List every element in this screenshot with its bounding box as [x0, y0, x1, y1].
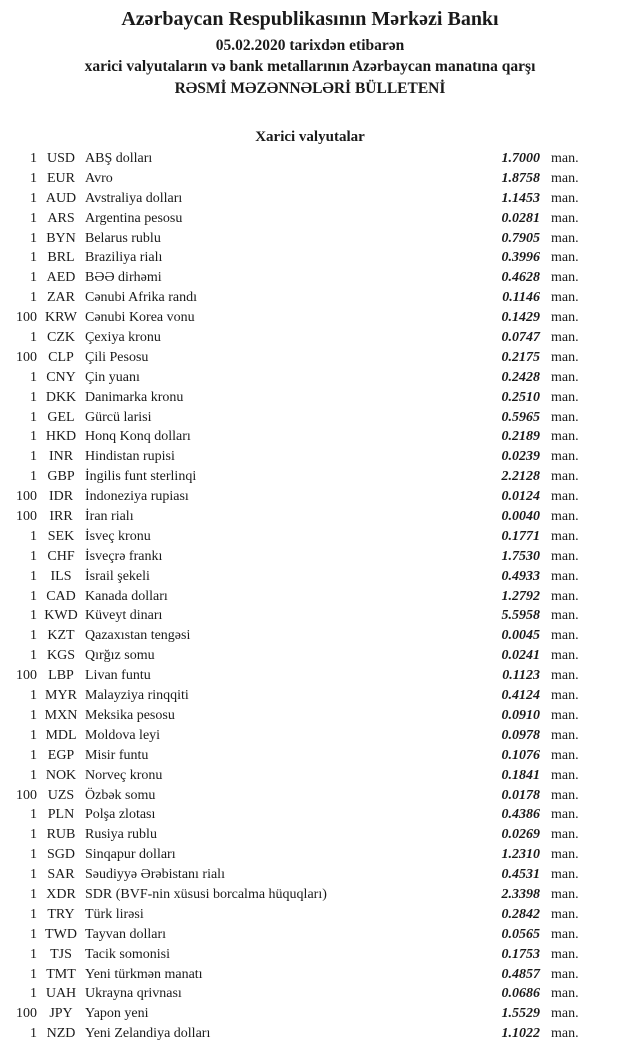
currency-code: MDL — [45, 727, 77, 743]
unit-label: man. — [551, 210, 579, 226]
row-quantity: 100 — [16, 509, 37, 525]
unit-label: man. — [551, 151, 579, 166]
currency-code: UZS — [47, 787, 75, 803]
currency-code: TRY — [47, 906, 75, 922]
exchange-rate: 0.4933 — [501, 568, 540, 584]
currency-name: Honq Konq dolları — [85, 429, 191, 445]
table-row — [0, 547, 592, 567]
row-quantity: 1 — [30, 966, 37, 982]
currency-code: KZT — [47, 628, 75, 644]
currency-name: Sinqapur dolları — [85, 847, 176, 863]
row-quantity: 1 — [30, 986, 37, 1002]
currency-name: Malayziya rinqqiti — [85, 688, 189, 704]
table-row — [0, 825, 592, 845]
currency-code: AED — [46, 270, 76, 286]
exchange-rate: 0.1123 — [502, 668, 540, 684]
exchange-rate: 0.0747 — [501, 330, 540, 346]
currency-code: PLN — [47, 807, 75, 823]
row-quantity: 100 — [16, 787, 37, 803]
table-row — [0, 865, 592, 885]
table-row — [0, 786, 592, 806]
currency-name: İndoneziya rupiası — [85, 489, 189, 505]
currency-name: Səudiyyə Ərəbistanı rialı — [85, 867, 225, 883]
exchange-rate: 0.5965 — [501, 409, 540, 425]
unit-label: man. — [551, 807, 579, 823]
unit-label: man. — [551, 409, 579, 425]
currency-name: Danimarka kronu — [85, 389, 184, 405]
row-quantity: 100 — [16, 310, 37, 326]
exchange-rate: 0.4628 — [501, 270, 540, 286]
unit-label: man. — [551, 747, 579, 763]
unit-label: man. — [551, 628, 579, 644]
document-header — [0, 0, 620, 99]
unit-label: man. — [551, 608, 579, 624]
exchange-rate: 0.0241 — [501, 648, 540, 664]
currency-code: GEL — [47, 409, 75, 425]
table-row — [0, 149, 592, 169]
row-quantity: 1 — [30, 210, 37, 226]
exchange-rate: 1.2792 — [501, 588, 540, 604]
bank-name-title: Azərbaycan Respublikasının Mərkəzi Bankı — [121, 8, 499, 30]
exchange-rate: 0.4531 — [501, 867, 540, 883]
exchange-rate: 0.0040 — [501, 509, 540, 525]
currency-name: Avstraliya dolları — [85, 190, 183, 206]
exchange-rate: 0.1429 — [501, 310, 540, 326]
row-quantity: 1 — [30, 906, 37, 922]
row-quantity: 1 — [30, 807, 37, 823]
currency-name: Tayvan dolları — [85, 926, 167, 942]
exchange-rate: 0.0686 — [501, 986, 540, 1002]
row-quantity: 1 — [30, 707, 37, 723]
unit-label: man. — [551, 966, 579, 982]
currency-name: Küveyt dinarı — [85, 608, 163, 624]
unit-label: man. — [551, 1026, 579, 1042]
currency-code: MYR — [45, 688, 77, 704]
table-row — [0, 984, 592, 1004]
currency-code: INR — [48, 449, 74, 465]
row-quantity: 1 — [30, 548, 37, 564]
currency-code: LBP — [48, 668, 74, 684]
currency-name: Çexiya kronu — [85, 330, 161, 346]
currency-name: Gürcü larisi — [85, 409, 152, 425]
currency-name: Qırğız somu — [85, 648, 155, 664]
exchange-rate: 0.0565 — [501, 926, 540, 942]
currency-name: İran rialı — [85, 509, 134, 525]
currency-name: Kanada dolları — [85, 588, 168, 604]
bulletin-title-line: RƏSMİ MƏZƏNNƏLƏRİ BÜLLETENİ — [174, 80, 446, 97]
unit-label: man. — [551, 847, 579, 863]
row-quantity: 1 — [30, 727, 37, 743]
row-quantity: 1 — [30, 608, 37, 624]
currency-name: SDR (BVF-nin xüsusi borcalma hüquqları) — [85, 886, 327, 902]
table-row — [0, 567, 592, 587]
unit-label: man. — [551, 250, 579, 266]
unit-label: man. — [551, 469, 579, 485]
currency-name: Hindistan rupisi — [85, 449, 175, 465]
unit-label: man. — [551, 310, 579, 326]
effective-date-line: 05.02.2020 tarixdən etibarən — [215, 37, 405, 54]
currency-name: Braziliya rialı — [85, 250, 163, 266]
currency-code: MXN — [44, 707, 78, 723]
table-row — [0, 388, 592, 408]
table-row — [0, 487, 592, 507]
currency-name: Yeni türkmən manatı — [85, 966, 203, 982]
rates-table — [0, 149, 620, 1044]
table-row — [0, 1024, 592, 1044]
row-quantity: 1 — [30, 867, 37, 883]
row-quantity: 1 — [30, 847, 37, 863]
exchange-rate: 0.1841 — [501, 767, 540, 783]
table-row — [0, 925, 592, 945]
exchange-rate: 0.1753 — [501, 946, 540, 962]
currency-code: TWD — [45, 926, 77, 942]
row-quantity: 100 — [16, 349, 37, 365]
currency-name: Norveç kronu — [85, 767, 163, 783]
row-quantity: 1 — [30, 170, 37, 186]
currency-code: UAH — [45, 986, 77, 1002]
currency-name: Ukrayna qrivnası — [85, 986, 182, 1002]
exchange-rate: 1.5529 — [501, 1006, 540, 1022]
exchange-rate: 0.0045 — [501, 628, 540, 644]
row-quantity: 1 — [30, 469, 37, 485]
currency-code: EUR — [47, 170, 75, 186]
exchange-rate: 0.3996 — [501, 250, 540, 266]
exchange-rate: 0.4386 — [501, 807, 540, 823]
unit-label: man. — [551, 230, 579, 246]
row-quantity: 1 — [30, 747, 37, 763]
currency-code: USD — [46, 151, 75, 166]
exchange-rate: 0.4857 — [501, 966, 540, 982]
exchange-rate: 0.2428 — [501, 369, 540, 385]
currency-code: TMT — [46, 966, 76, 982]
unit-label: man. — [551, 568, 579, 584]
exchange-rate: 0.2175 — [501, 349, 540, 365]
currency-name: Yeni Zelandiya dolları — [85, 1026, 211, 1042]
currency-code: GBP — [47, 469, 75, 485]
table-row — [0, 706, 592, 726]
unit-label: man. — [551, 190, 579, 206]
currency-name: Rusiya rublu — [85, 827, 157, 843]
currency-code: CAD — [46, 588, 76, 604]
table-row — [0, 308, 592, 328]
scope-line: xarici valyutaların və bank metallarının Azərbaycan manatına qarşı — [84, 58, 536, 75]
currency-code: KGS — [46, 648, 75, 664]
exchange-rate: 1.7000 — [501, 151, 540, 166]
exchange-rate: 0.2510 — [501, 389, 540, 405]
row-quantity: 1 — [30, 290, 37, 306]
currency-code: CZK — [47, 330, 75, 346]
row-quantity: 1 — [30, 409, 37, 425]
currency-code: NZD — [46, 1026, 76, 1042]
table-row — [0, 626, 592, 646]
exchange-rate: 1.1022 — [501, 1026, 540, 1042]
row-quantity: 1 — [30, 528, 37, 544]
exchange-rate: 1.7530 — [501, 548, 540, 564]
table-row — [0, 805, 592, 825]
currency-name: ABŞ dolları — [85, 151, 153, 166]
currency-name: Belarus rublu — [85, 230, 161, 246]
row-quantity: 1 — [30, 1026, 37, 1042]
table-row — [0, 507, 592, 527]
table-row — [0, 169, 592, 189]
unit-label: man. — [551, 926, 579, 942]
table-row — [0, 248, 592, 268]
row-quantity: 1 — [30, 250, 37, 266]
currency-name: Cənubi Afrika randı — [85, 290, 197, 306]
unit-label: man. — [551, 886, 579, 902]
row-quantity: 1 — [30, 926, 37, 942]
currency-name: Misir funtu — [85, 747, 149, 763]
row-quantity: 100 — [16, 668, 37, 684]
currency-code: IRR — [49, 509, 73, 525]
unit-label: man. — [551, 349, 579, 365]
unit-label: man. — [551, 548, 579, 564]
currency-code: CLP — [48, 349, 74, 365]
currency-code: BYN — [46, 230, 76, 246]
currency-name: Tacik somonisi — [85, 946, 170, 962]
exchange-rate: 2.3398 — [501, 886, 540, 902]
table-row — [0, 945, 592, 965]
section-title-foreign-currencies: Xarici valyutalar — [255, 129, 365, 145]
currency-name: Cənubi Korea vonu — [85, 310, 195, 326]
table-row — [0, 606, 592, 626]
currency-name: İngilis funt sterlinqi — [85, 469, 197, 485]
currency-code: ARS — [47, 210, 75, 226]
table-row — [0, 845, 592, 865]
currency-name: Polşa zlotası — [85, 807, 156, 823]
row-quantity: 100 — [16, 1006, 37, 1022]
exchange-rate: 1.1453 — [501, 190, 540, 206]
unit-label: man. — [551, 429, 579, 445]
currency-code: SEK — [47, 528, 75, 544]
exchange-rate: 0.2842 — [501, 906, 540, 922]
exchange-rate: 1.2310 — [501, 847, 540, 863]
table-row — [0, 427, 592, 447]
row-quantity: 1 — [30, 369, 37, 385]
currency-name: Çili Pesosu — [85, 349, 149, 365]
currency-code: CNY — [46, 369, 76, 385]
table-row — [0, 885, 592, 905]
currency-code: SAR — [47, 867, 75, 883]
currency-code: ZAR — [47, 290, 75, 306]
row-quantity: 1 — [30, 688, 37, 704]
currency-code: IDR — [48, 489, 74, 505]
currency-code: JPY — [49, 1006, 73, 1022]
table-row — [0, 527, 592, 547]
currency-code: KWD — [44, 608, 78, 624]
row-quantity: 1 — [30, 827, 37, 843]
exchange-rate: 0.1076 — [501, 747, 540, 763]
unit-label: man. — [551, 767, 579, 783]
currency-name: Qazaxıstan tengəsi — [85, 628, 191, 644]
row-quantity: 1 — [30, 946, 37, 962]
table-row — [0, 209, 592, 229]
exchange-rate: 1.8758 — [501, 170, 540, 186]
exchange-rate: 0.0281 — [501, 210, 540, 226]
table-row — [0, 726, 592, 746]
currency-name: Meksika pesosu — [85, 707, 175, 723]
currency-name: Özbək somu — [85, 787, 156, 803]
table-row — [0, 587, 592, 607]
currency-code: XDR — [46, 886, 76, 902]
currency-name: Livan funtu — [85, 668, 151, 684]
unit-label: man. — [551, 986, 579, 1002]
currency-code: SGD — [46, 847, 75, 863]
row-quantity: 1 — [30, 767, 37, 783]
currency-code: BRL — [47, 250, 75, 266]
exchange-rate: 0.7905 — [501, 230, 540, 246]
exchange-rate: 0.2189 — [501, 429, 540, 445]
exchange-rate: 2.2128 — [501, 469, 540, 485]
row-quantity: 1 — [30, 270, 37, 286]
row-quantity: 1 — [30, 429, 37, 445]
row-quantity: 1 — [30, 151, 37, 166]
table-row — [0, 646, 592, 666]
unit-label: man. — [551, 330, 579, 346]
exchange-rate: 0.0910 — [501, 707, 540, 723]
unit-label: man. — [551, 787, 579, 803]
currency-code: KRW — [45, 310, 77, 326]
row-quantity: 1 — [30, 230, 37, 246]
currency-name: Moldova leyi — [85, 727, 161, 743]
currency-code: ILS — [50, 568, 72, 584]
currency-name: Çin yuanı — [85, 369, 140, 385]
exchange-rate: 0.0269 — [501, 827, 540, 843]
exchange-rate: 0.1771 — [501, 528, 540, 544]
unit-label: man. — [551, 946, 579, 962]
row-quantity: 100 — [16, 489, 37, 505]
table-row — [0, 746, 592, 766]
unit-label: man. — [551, 389, 579, 405]
table-row — [0, 766, 592, 786]
table-row — [0, 368, 592, 388]
unit-label: man. — [551, 270, 579, 286]
unit-label: man. — [551, 707, 579, 723]
row-quantity: 1 — [30, 648, 37, 664]
currency-name: BƏƏ dirhəmi — [85, 270, 162, 286]
currency-name: Argentina pesosu — [85, 210, 183, 226]
table-row — [0, 686, 592, 706]
row-quantity: 1 — [30, 886, 37, 902]
table-row — [0, 348, 592, 368]
exchange-rate: 0.1146 — [502, 290, 540, 306]
currency-name: Türk lirəsi — [85, 906, 144, 922]
row-quantity: 1 — [30, 449, 37, 465]
currency-code: EGP — [47, 747, 75, 763]
exchange-rate: 0.0124 — [501, 489, 540, 505]
row-quantity: 1 — [30, 330, 37, 346]
unit-label: man. — [551, 648, 579, 664]
row-quantity: 1 — [30, 588, 37, 604]
table-row — [0, 288, 592, 308]
row-quantity: 1 — [30, 190, 37, 206]
exchange-rate: 0.0239 — [501, 449, 540, 465]
currency-code: HKD — [45, 429, 77, 445]
table-row — [0, 447, 592, 467]
unit-label: man. — [551, 449, 579, 465]
exchange-rate: 5.5958 — [501, 608, 540, 624]
currency-name: Avro — [85, 170, 113, 186]
unit-label: man. — [551, 688, 579, 704]
unit-label: man. — [551, 588, 579, 604]
currency-name: Yapon yeni — [85, 1006, 149, 1022]
currency-code: DKK — [45, 389, 77, 405]
currency-code: NOK — [45, 767, 77, 783]
unit-label: man. — [551, 906, 579, 922]
exchange-rate: 0.4124 — [501, 688, 540, 704]
table-row — [0, 189, 592, 209]
table-row — [0, 905, 592, 925]
unit-label: man. — [551, 489, 579, 505]
exchange-rate: 0.0978 — [501, 727, 540, 743]
currency-code: TJS — [50, 946, 72, 962]
table-row — [0, 666, 592, 686]
row-quantity: 1 — [30, 568, 37, 584]
currency-name: İsrail şekeli — [85, 568, 150, 584]
table-row — [0, 268, 592, 288]
table-row — [0, 408, 592, 428]
currency-code: AUD — [45, 190, 77, 206]
table-row — [0, 467, 592, 487]
table-row — [0, 229, 592, 249]
unit-label: man. — [551, 1006, 579, 1022]
currency-code: CHF — [47, 548, 75, 564]
currency-name: İsveç kronu — [85, 528, 151, 544]
table-row — [0, 328, 592, 348]
unit-label: man. — [551, 528, 579, 544]
unit-label: man. — [551, 170, 579, 186]
unit-label: man. — [551, 509, 579, 525]
unit-label: man. — [551, 827, 579, 843]
unit-label: man. — [551, 668, 579, 684]
unit-label: man. — [551, 727, 579, 743]
table-row — [0, 965, 592, 985]
row-quantity: 1 — [30, 389, 37, 405]
unit-label: man. — [551, 369, 579, 385]
row-quantity: 1 — [30, 628, 37, 644]
unit-label: man. — [551, 290, 579, 306]
table-row — [0, 1004, 592, 1024]
currency-code: RUB — [46, 827, 76, 843]
currency-name: İsveçrə frankı — [85, 548, 163, 564]
exchange-rate: 0.0178 — [501, 787, 540, 803]
unit-label: man. — [551, 867, 579, 883]
